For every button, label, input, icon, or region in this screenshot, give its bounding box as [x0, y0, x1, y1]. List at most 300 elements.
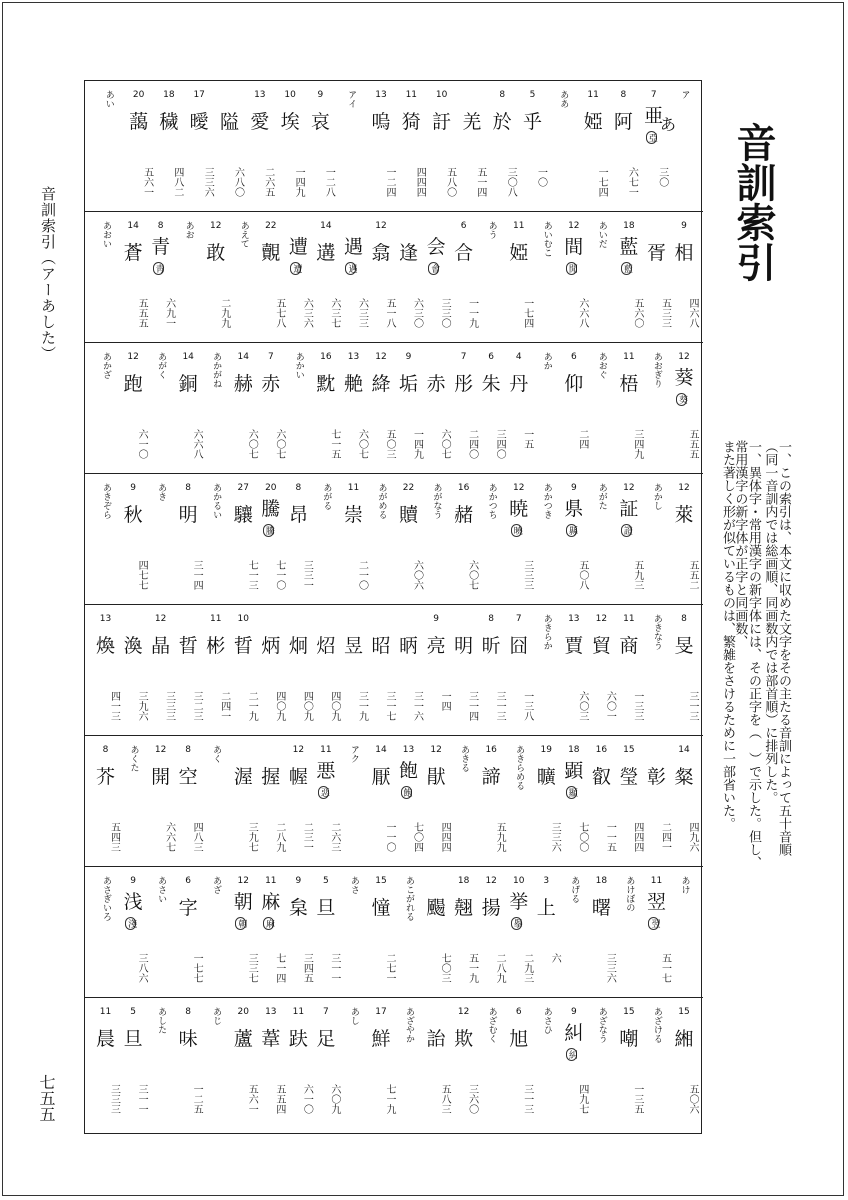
kanji: 赫: [233, 373, 253, 395]
reading-label: あがた: [596, 483, 607, 510]
kanji: 空: [178, 766, 198, 788]
orthodox-form: 縣: [566, 526, 577, 535]
page-ref: 一七四: [596, 167, 608, 197]
margin-title: 音訓索引（アーあした）: [39, 186, 57, 362]
reading-label: あきらか: [541, 614, 552, 650]
reading-label: あがなう: [431, 483, 442, 519]
page-ref: 三三七: [246, 953, 258, 983]
stroke-count: 11: [587, 90, 599, 100]
kanji: 幄: [288, 766, 308, 788]
kanji: 萊: [674, 504, 694, 526]
index-entry: [489, 81, 515, 212]
page-ref: 五五五: [136, 298, 148, 328]
index-entry: [561, 605, 587, 736]
kanji: 芥: [96, 766, 116, 788]
index-entry: [126, 81, 152, 212]
stroke-count: 5: [529, 90, 536, 100]
index-entry: [186, 81, 212, 212]
reading-label: あくた: [128, 745, 139, 772]
index-title: 音訓索引: [730, 122, 777, 282]
reading-label: アイ: [346, 90, 357, 108]
index-entry: [313, 343, 339, 474]
index-entry: [561, 343, 587, 474]
kanji: 驤: [233, 504, 253, 526]
stroke-count: 13: [254, 90, 266, 100]
index-entry: [506, 212, 532, 343]
stroke-count: 11: [623, 614, 635, 624]
stroke-count: 8: [185, 745, 192, 755]
stroke-count: 7: [650, 90, 657, 100]
kanji: 仰: [564, 373, 584, 395]
stroke-count: 16: [595, 745, 608, 755]
stroke-count: 12: [678, 352, 690, 362]
kanji: 煥: [96, 635, 116, 657]
orthodox-form: 惡: [318, 788, 329, 797]
reading-column: [643, 998, 669, 1129]
kanji: 明: [454, 635, 474, 657]
stroke-count: 22: [402, 483, 415, 493]
page-ref: 六六八: [191, 429, 203, 459]
reading-label: あした: [156, 1007, 167, 1034]
kanji: 昂: [288, 504, 308, 526]
reading-column: [643, 474, 669, 605]
kanji: 猗: [401, 111, 421, 133]
stroke-count: 8: [185, 483, 192, 493]
stroke-count: 11: [623, 352, 635, 362]
index-entry: [506, 343, 532, 474]
page-ref: 三六〇: [466, 1084, 478, 1114]
index-entry: [561, 736, 587, 867]
kanji: 羌: [462, 111, 482, 133]
kanji: 乎: [522, 111, 542, 133]
page-ref: 一二五: [191, 1084, 203, 1114]
stroke-count: 12: [678, 483, 690, 493]
page-ref: 四七七: [136, 560, 148, 590]
reading-label: あおぎり: [651, 352, 662, 388]
kanji: 赤: [426, 373, 446, 395]
reading-column: [533, 212, 559, 343]
reading-label: あざむく: [486, 1007, 497, 1043]
index-entry: [285, 998, 311, 1129]
page-ref: 五〇三: [384, 429, 395, 459]
index-entry: [120, 605, 146, 736]
index-entry: [120, 998, 146, 1129]
page-ref: 四九六: [687, 822, 698, 852]
stroke-count: 7: [515, 614, 522, 624]
stroke-count: 18: [568, 745, 580, 755]
stroke-count: 17: [375, 1007, 387, 1017]
page-ref: 五六〇: [631, 298, 643, 328]
reading-column: [550, 81, 576, 212]
kanji: 明: [178, 504, 198, 526]
kanji: 翹: [454, 897, 474, 919]
kanji: 昞: [399, 635, 419, 657]
index-entry: [451, 343, 477, 474]
orthodox-form: 遇: [346, 264, 357, 273]
index-entry: [671, 605, 697, 736]
stroke-count: 9: [570, 483, 577, 493]
kanji: 絳: [371, 373, 391, 395]
index-entry: [368, 343, 394, 474]
reading-label: あさ: [348, 876, 359, 894]
reading-label: あいだ: [596, 221, 607, 248]
page-ref: 四八二: [171, 167, 183, 197]
page-ref: 七一三: [246, 560, 258, 590]
orthodox-form: 淺: [126, 919, 137, 928]
stroke-count: 20: [265, 483, 277, 493]
page-ref: 四四四: [439, 822, 451, 852]
index-entry: [368, 212, 394, 343]
page-ref: 五六一: [246, 1084, 258, 1114]
index-entry: [616, 212, 642, 343]
kanji: 曖: [189, 111, 209, 133]
orthodox-form: 曉: [511, 526, 522, 535]
index-entry: [506, 605, 532, 736]
index-band: [85, 212, 703, 343]
index-entry: [285, 212, 311, 343]
index-entry: [478, 605, 504, 736]
kanji: 朱: [481, 373, 501, 395]
kanji: 枲: [288, 897, 308, 919]
kanji: 証: [619, 498, 639, 520]
page-ref: 三三〇: [439, 298, 451, 328]
reading-column: [148, 343, 174, 474]
kanji: 埃: [280, 111, 300, 133]
page-ref: 四一三: [108, 691, 120, 721]
page-ref: 三一九: [356, 691, 368, 721]
reading-label: ア: [679, 90, 690, 99]
kanji: 晢: [233, 635, 253, 657]
page-ref: 一七七: [191, 953, 203, 983]
page-ref: 六六七: [163, 822, 175, 852]
index-entry: [451, 605, 477, 736]
page-ref: 三一七: [384, 691, 395, 721]
reading-label: あざ: [211, 876, 222, 894]
stroke-count: 15: [623, 745, 635, 755]
reading-column: [506, 736, 532, 867]
page-ref: 六七一: [626, 167, 638, 197]
reading-column: [148, 998, 174, 1129]
reading-column: [93, 867, 119, 998]
stroke-count: 18: [595, 876, 608, 886]
reading-column: [643, 605, 669, 736]
kanji: 昭: [371, 635, 391, 657]
reading-column: [396, 867, 422, 998]
stroke-count: 22: [265, 221, 277, 231]
page-ref: 六三七: [328, 298, 340, 328]
stroke-count: 14: [678, 745, 690, 755]
index-entry: [396, 605, 422, 736]
page-ref: 三〇: [656, 167, 668, 187]
kanji: 胥: [646, 242, 666, 264]
reading-column: [478, 212, 504, 343]
page-ref: 二八九: [273, 822, 285, 852]
kanji: 上: [536, 897, 556, 919]
page-ref: 一三五: [631, 1084, 643, 1114]
index-entry: [671, 343, 697, 474]
page-ref: 六一〇: [136, 429, 148, 459]
index-entry: [93, 736, 119, 867]
kanji: 秋: [123, 504, 143, 526]
page-ref: 五七八: [273, 298, 285, 328]
index-entry: [258, 212, 284, 343]
orthodox-form: 證: [621, 526, 632, 535]
reading-label: あお: [183, 221, 194, 239]
kanji: 猒: [426, 766, 446, 788]
index-entry: [588, 867, 614, 998]
reading-label: アク: [348, 745, 359, 763]
orthodox-form: 葵: [677, 395, 687, 404]
stroke-count: 15: [375, 876, 387, 886]
page-ref: 七一〇: [273, 560, 285, 590]
index-entry: [258, 998, 284, 1129]
kanji: 旦: [123, 1028, 143, 1050]
kanji: 昕: [481, 635, 501, 657]
page-ref: 一五: [521, 429, 533, 449]
page-ref: 五八三: [439, 1084, 451, 1114]
orthodox-form: 擧: [511, 919, 522, 928]
stroke-count: 14: [320, 221, 332, 231]
orthodox-form: 糾: [566, 1050, 577, 1059]
reading-label: あい: [103, 90, 114, 108]
index-entry: [423, 736, 449, 867]
index-entry: [247, 81, 273, 212]
page-ref: 三八六: [136, 953, 148, 983]
kanji: 欺: [454, 1028, 474, 1050]
page-ref: 三四五: [301, 953, 313, 983]
index-entry: [285, 605, 311, 736]
page-ref: 七〇三: [439, 953, 451, 983]
reading-column: [313, 474, 339, 605]
reading-column: [616, 867, 642, 998]
index-entry: [340, 474, 366, 605]
reading-column: [588, 343, 614, 474]
kanji: 飽: [399, 760, 419, 782]
kanji: 足: [316, 1028, 336, 1050]
index-entry: [561, 474, 587, 605]
page-ref: 三九六: [136, 691, 148, 721]
index-entry: [588, 736, 614, 867]
stroke-count: 6: [460, 221, 467, 231]
stroke-count: 8: [620, 90, 627, 100]
index-entry: [368, 81, 394, 212]
page-ref: 三三三: [108, 1084, 120, 1114]
reading-column: [203, 474, 229, 605]
kanji: 颺: [426, 897, 446, 919]
index-entry: [478, 343, 504, 474]
index-entry: [203, 605, 229, 736]
reading-column: [230, 212, 256, 343]
index-entry: [580, 81, 606, 212]
page-ref: 五四三: [108, 822, 120, 852]
stroke-count: 8: [157, 221, 164, 231]
reading-label: あかざ: [100, 352, 111, 379]
reading-column: [120, 736, 146, 867]
stroke-count: 9: [317, 90, 324, 100]
kanji: 銅: [178, 373, 198, 395]
kanji: 麻: [261, 891, 281, 913]
note-1: 一、この索引は、本文に収めた文字をその主たる音訓によって五十音順（同一音訓内では総画順、同画数内では部首順）に排列した。: [762, 440, 791, 856]
kanji: 相: [674, 242, 694, 264]
kanji: 艴: [343, 373, 363, 395]
kanji: 跑: [123, 373, 143, 395]
reading-label: あさひ: [541, 1007, 552, 1034]
kanji: 挙: [509, 891, 529, 913]
reading-label: あいむこ: [541, 221, 552, 257]
index-entry: [423, 605, 449, 736]
kanji: 隘: [219, 111, 239, 133]
kanji: 晨: [96, 1028, 116, 1050]
reading-column: [588, 474, 614, 605]
reading-column: [423, 474, 449, 605]
kanji: 黕: [316, 373, 336, 395]
index-entry: [396, 474, 422, 605]
page-ref: 三一四: [191, 560, 203, 590]
kanji: 賈: [564, 635, 584, 657]
kanji: 嘲: [619, 1028, 639, 1050]
reading-column: [478, 474, 504, 605]
index-entry: [258, 474, 284, 605]
index-entry: [258, 867, 284, 998]
page-ref: 三三三: [521, 560, 533, 590]
index-entry: [313, 998, 339, 1129]
page-ref: 五九三: [631, 560, 643, 590]
index-band: [85, 736, 703, 867]
index-entry: [396, 736, 422, 867]
index-entry: [616, 605, 642, 736]
index-grid: [84, 80, 702, 1134]
index-entry: [148, 605, 174, 736]
page-ref: 四〇九: [301, 691, 313, 721]
index-entry: [451, 474, 477, 605]
index-band: [85, 343, 703, 474]
reading-column: [478, 998, 504, 1129]
stroke-count: 8: [295, 483, 302, 493]
page-ref: 三一三: [687, 691, 698, 721]
note-3: また著しく形が似ているものは、繁雑をさけるために一部省いた。: [720, 440, 735, 830]
reading-column: [533, 343, 559, 474]
orthodox-form: 閒: [566, 264, 577, 273]
index-entry: [451, 867, 477, 998]
kanji: 炯: [288, 635, 308, 657]
reading-column: [671, 81, 697, 212]
kanji: 曙: [591, 897, 611, 919]
index-entry: [641, 81, 667, 212]
kanji: 亮: [426, 635, 446, 657]
kanji: 覿: [261, 242, 281, 264]
orthodox-form: 靑: [153, 264, 164, 273]
index-entry: [671, 212, 697, 343]
kanji: 旦: [316, 897, 336, 919]
page-ref: 三一四: [466, 691, 478, 721]
reading-column: [368, 474, 394, 605]
page-ref: 二六五: [262, 167, 274, 197]
stroke-count: 9: [130, 483, 136, 493]
kanji: 藹: [129, 111, 149, 133]
kanji: 彤: [454, 373, 474, 395]
reading-column: [588, 212, 614, 343]
kanji: 糾: [564, 1022, 584, 1044]
index-entry: [175, 998, 201, 1129]
stroke-count: 5: [130, 1007, 136, 1017]
kanji: 昱: [343, 635, 363, 657]
index-entry: [533, 736, 559, 867]
note-2: 一、異体字・常用漢字の新字体には、その正字を（ ）で示した。但し、常用漢字の新字体が正字と同画数、: [732, 440, 761, 869]
page-ref: 二四一: [218, 691, 230, 721]
index-entry: [148, 212, 174, 343]
page-ref: 四八三: [191, 822, 203, 852]
stroke-count: 14: [182, 352, 194, 362]
index-entry: [451, 212, 477, 343]
page-ref: 六三六: [301, 298, 313, 328]
page-ref: 三四九: [631, 429, 643, 459]
stroke-count: 12: [375, 352, 387, 362]
reading-label: あきる: [459, 745, 470, 772]
kanji: 晢: [178, 635, 198, 657]
kanji: 葦: [261, 1028, 281, 1050]
index-entry: [340, 343, 366, 474]
page-ref: 三三一: [301, 560, 313, 590]
reading-column: [340, 867, 366, 998]
kanji: 葵: [674, 367, 694, 389]
reading-label: あか: [541, 352, 552, 370]
stroke-count: 12: [154, 745, 167, 755]
stroke-count: 15: [623, 1007, 635, 1017]
kanji: 蘆: [233, 1028, 253, 1050]
kanji: 浅: [123, 891, 143, 913]
page-ref: 一三八: [521, 691, 533, 721]
page-ref: 二四: [576, 429, 588, 449]
stroke-count: 11: [320, 745, 332, 755]
stroke-count: 11: [650, 876, 663, 886]
stroke-count: 11: [405, 90, 418, 100]
stroke-count: 8: [488, 614, 495, 624]
index-entry: [230, 474, 256, 605]
reading-column: [203, 736, 229, 867]
page-ref: 四四四: [631, 822, 643, 852]
stroke-count: 8: [499, 90, 506, 100]
page-ref: 六三三: [356, 298, 368, 328]
page-ref: 二三一: [301, 822, 313, 852]
kanji: 赤: [261, 373, 281, 395]
reading-label: あけ: [679, 876, 690, 894]
stroke-count: 10: [284, 90, 296, 100]
reading-column: [340, 736, 366, 867]
page-ref: 一四九: [411, 429, 423, 459]
page-ref: 三一六: [411, 691, 423, 721]
page-ref: 三一一: [136, 1084, 148, 1114]
page-ref: 六〇七: [356, 429, 368, 459]
kanji: 瑩: [619, 766, 639, 788]
reading-label: あがめる: [376, 483, 387, 519]
reading-label: あかるい: [211, 483, 222, 519]
index-entry: [203, 212, 229, 343]
kanji: 商: [619, 635, 639, 657]
page-ref: 三二三: [191, 691, 203, 721]
reading-label: あざける: [651, 1007, 662, 1043]
kanji: 赭: [454, 504, 474, 526]
kanji: 婭: [583, 111, 603, 133]
index-entry: [671, 474, 697, 605]
section-head: あ: [659, 115, 676, 134]
stroke-count: 13: [375, 90, 387, 100]
kanji: 諦: [481, 766, 501, 788]
kanji: 崇: [343, 504, 363, 526]
stroke-count: 11: [209, 614, 222, 624]
kanji: 炳: [261, 635, 281, 657]
kanji: 丹: [509, 373, 529, 395]
reading-label: あきぞら: [100, 483, 111, 519]
